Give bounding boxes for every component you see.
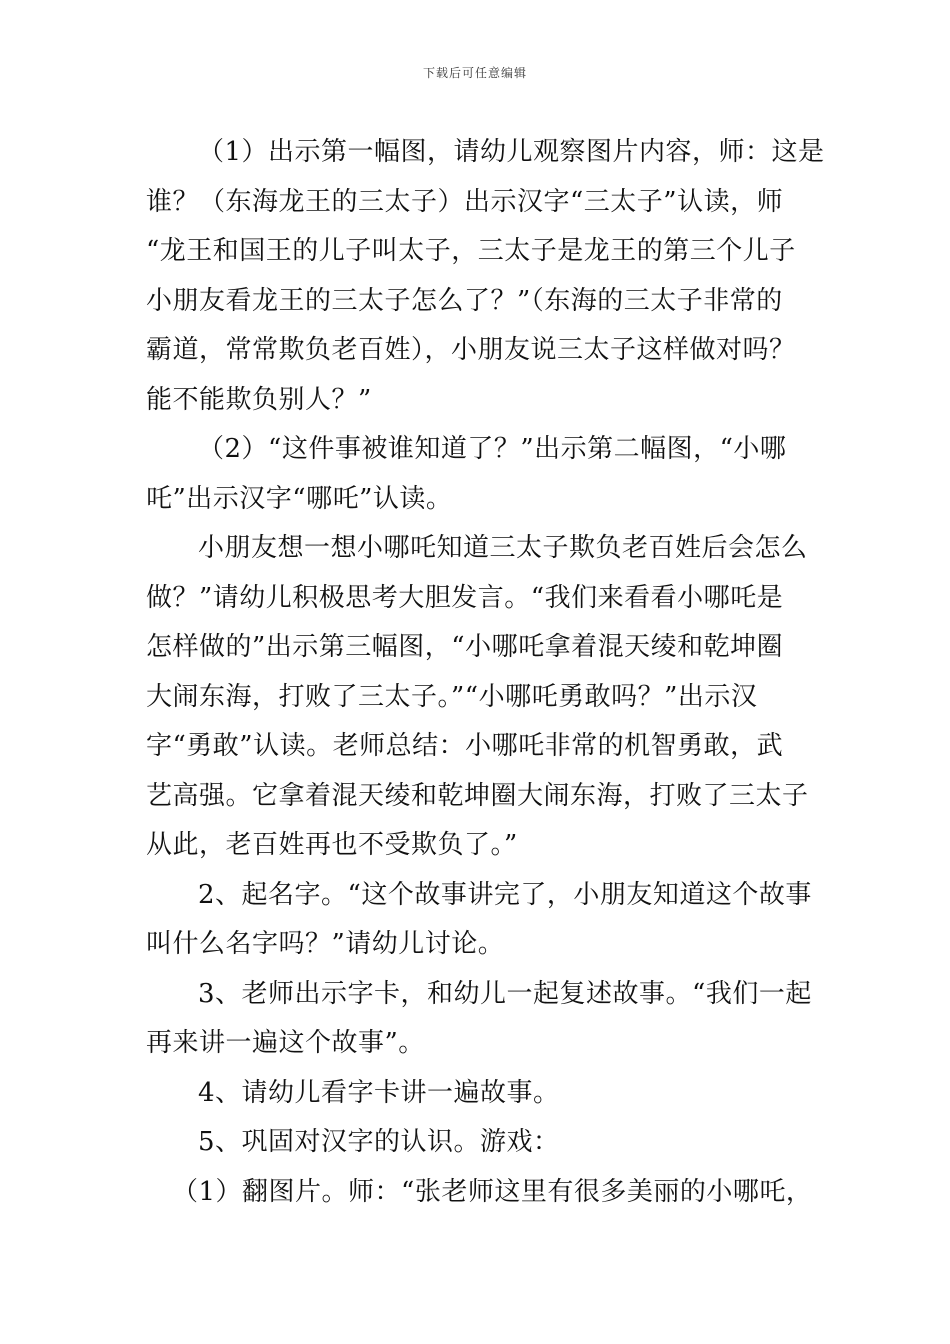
paragraph-line: 怎样做的”出示第三幅图，“小哪吒拿着混天绫和乾坤圈 xyxy=(146,632,784,662)
paragraph-line: 从此，老百姓再也不受欺负了。” xyxy=(146,830,518,860)
paragraph-line: 5、巩固对汉字的认识。游戏： xyxy=(198,1127,560,1157)
paragraph-line: 能不能欺负别人？” xyxy=(146,384,372,415)
paragraph-line: 字“勇敢”认读。老师总结：小哪吒非常的机智勇敢，武 xyxy=(146,731,784,761)
paragraph-line: 做？”请幼儿积极思考大胆发言。“我们来看看小哪吒是 xyxy=(146,582,784,613)
paragraph-line: “龙王和国王的儿子叫太子，三太子是龙王的第三个儿子 xyxy=(146,236,796,266)
document-body xyxy=(146,128,825,1217)
paragraph-line: 4、请幼儿看字卡讲一遍故事。 xyxy=(198,1077,560,1108)
header-note: 下载后可任意编辑 xyxy=(422,66,527,80)
paragraph-line: 叫什么名字吗？”请幼儿讨论。 xyxy=(146,929,505,959)
paragraph-line: 3、老师出示字卡，和幼儿一起复述故事。“我们一起 xyxy=(198,978,812,1009)
paragraph-line: 再来讲一遍这个故事”。 xyxy=(146,1028,425,1058)
paragraph-line: 艺高强。它拿着混天绫和乾坤圈大闹东海，打败了三太子 xyxy=(146,780,809,811)
paragraph-line: 谁？（东海龙王的三太子）出示汉字“三太子”认读，师 xyxy=(146,186,784,217)
paragraph-line: 2、起名字。“这个故事讲完了，小朋友知道这个故事 xyxy=(198,879,812,910)
paragraph-line: （1）出示第一幅图，请幼儿观察图片内容，师：这是 xyxy=(198,137,825,167)
paragraph-line: 吒”出示汉字“哪吒”认读。 xyxy=(146,483,453,514)
paragraph-line: 大闹东海，打败了三太子。”“小哪吒勇敢吗？”出示汉 xyxy=(146,681,758,712)
paragraph-line: 霸道，常常欺负老百姓），小朋友说三太子这样做对吗？ xyxy=(146,335,796,365)
paragraph-line: 小朋友想一想小哪吒知道三太子欺负老百姓后会怎么 xyxy=(198,533,808,563)
paragraph-line: （1）翻图片。师：“张老师这里有很多美丽的小哪吒， xyxy=(172,1176,813,1207)
paragraph-line: （2）“这件事被谁知道了？”出示第二幅图，“小哪 xyxy=(198,434,787,464)
paragraph-line: 小朋友看龙王的三太子怎么了？”（东海的三太子非常的 xyxy=(146,285,783,316)
